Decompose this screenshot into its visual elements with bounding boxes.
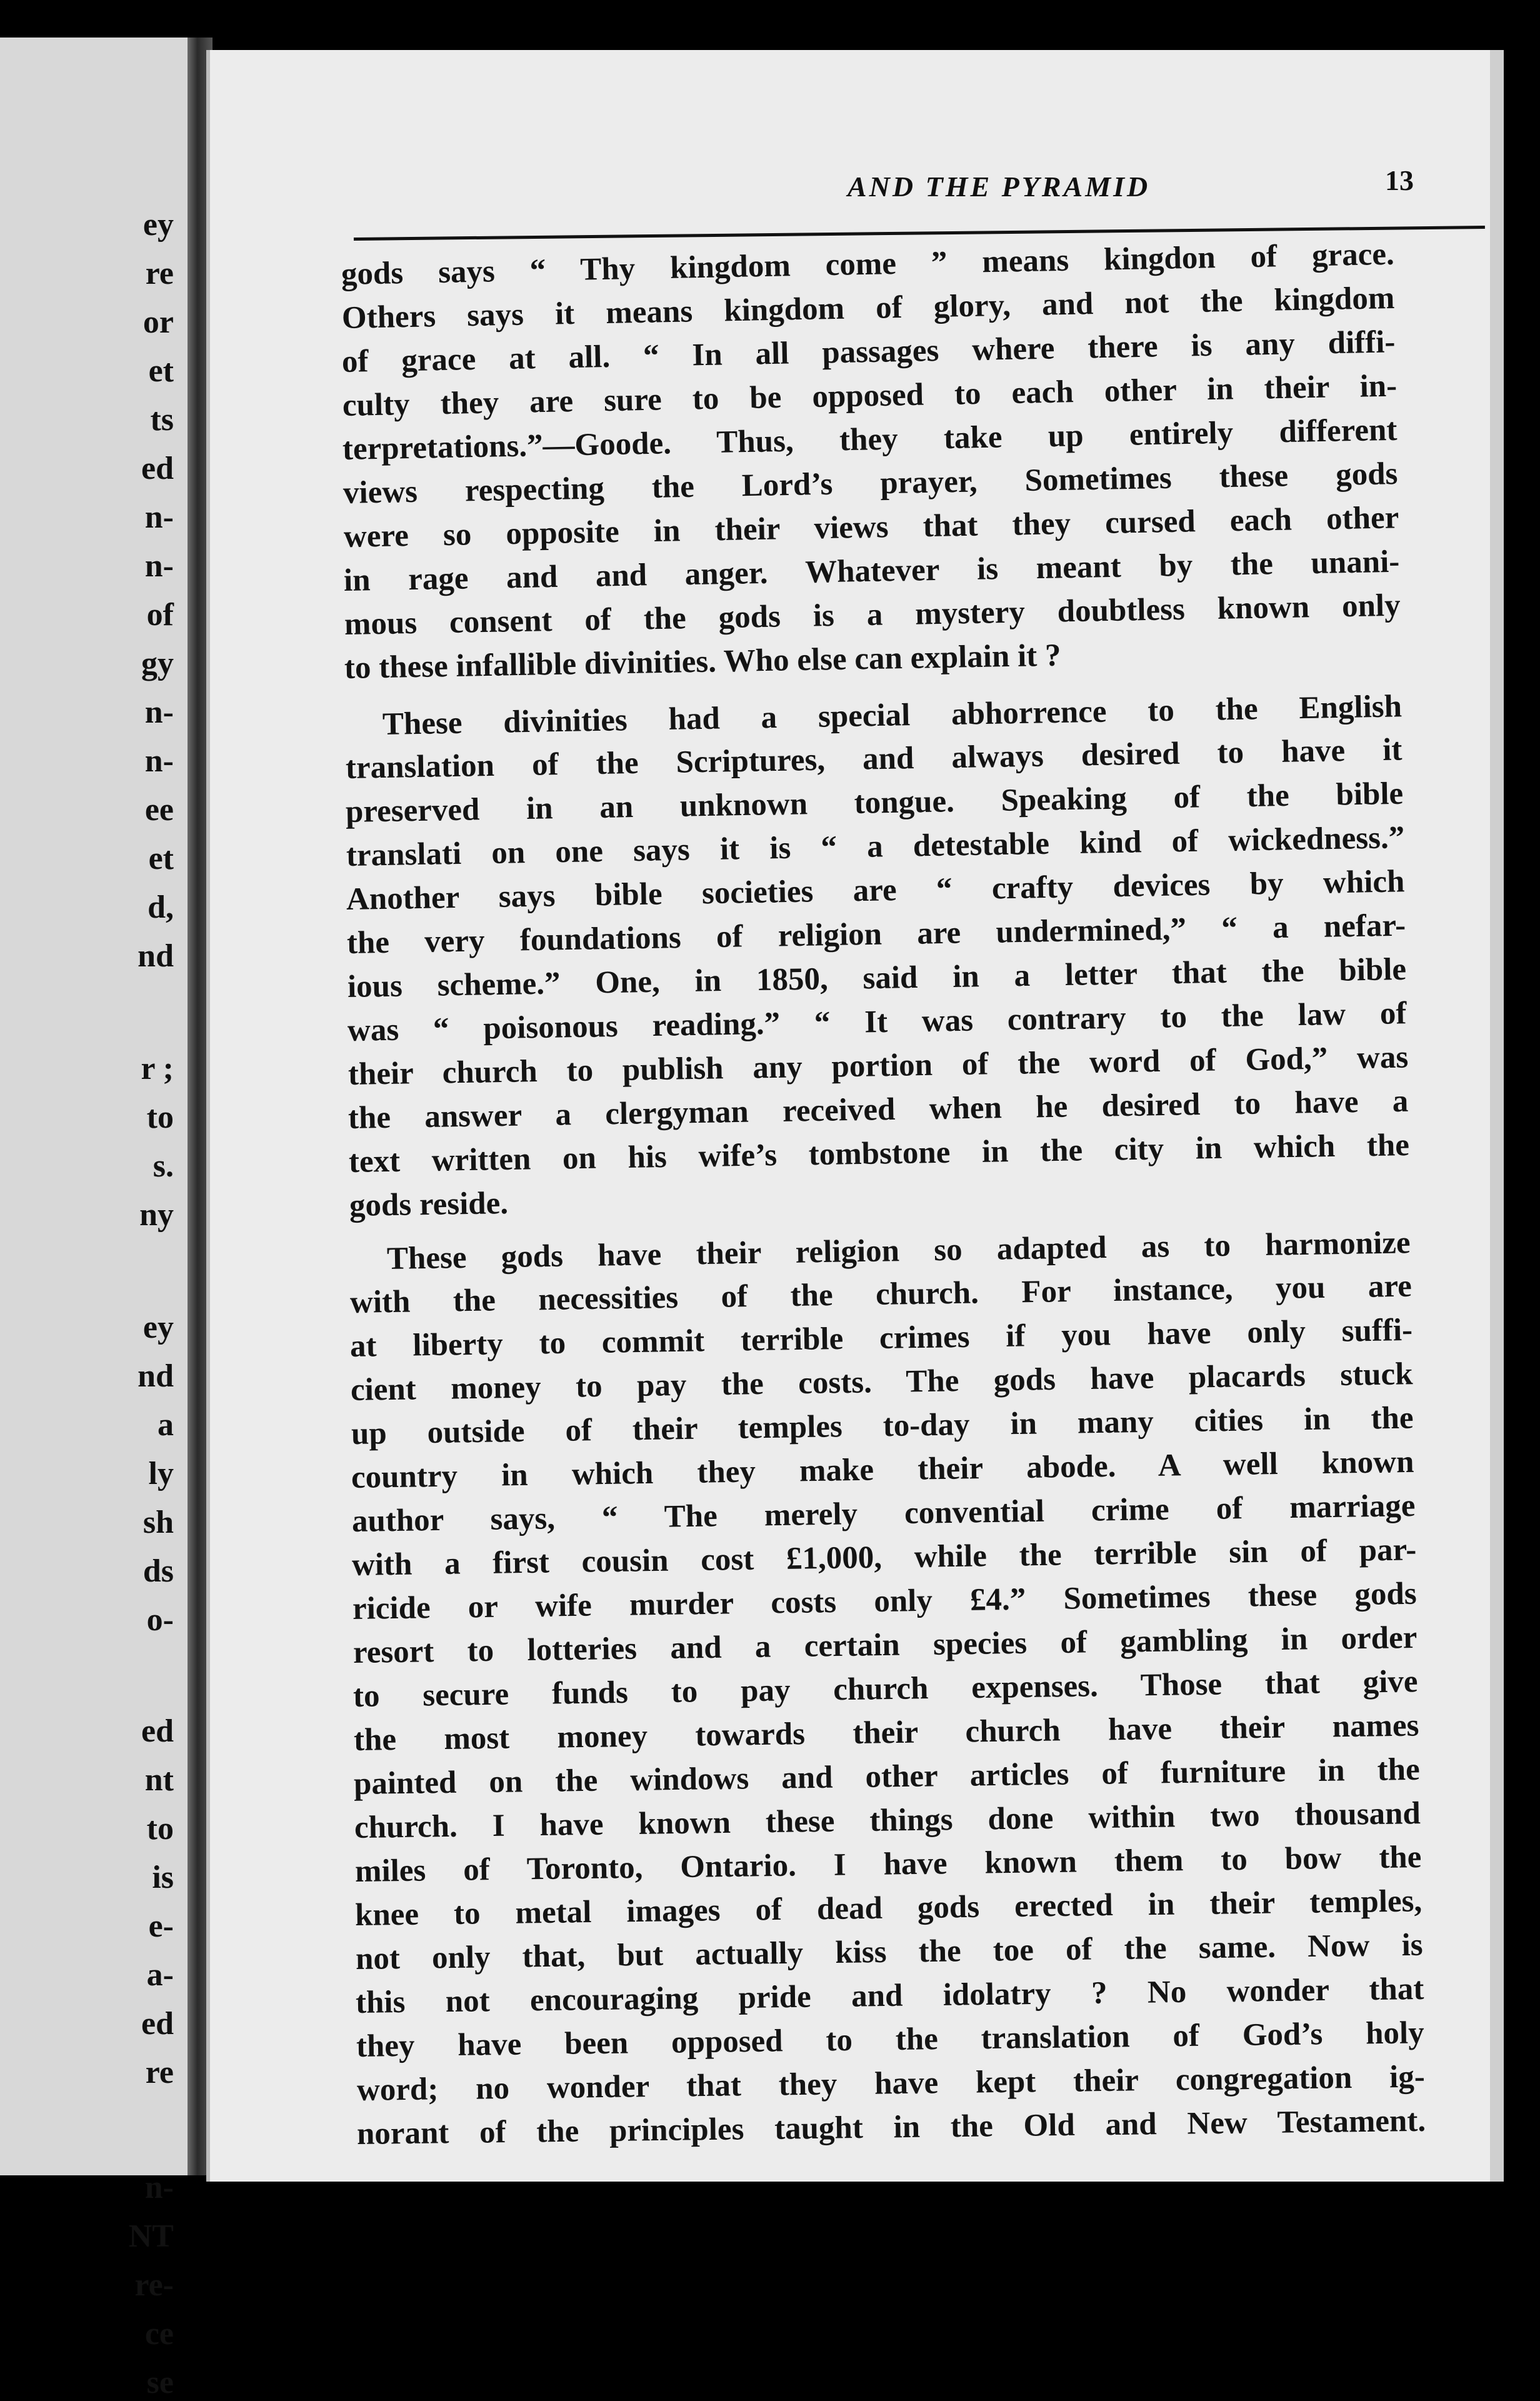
text-line: ricide or wife murder costs only £4.” Sometimes these gods	[352, 1576, 1418, 1627]
text-line: painted on the windows and other articles of furniture in the	[353, 1752, 1421, 1802]
text-line: the most money towards their church have their names	[353, 1708, 1419, 1758]
left-page-text-fragment: ds	[142, 1553, 174, 1589]
text-line: preserved in an unknown tongue. Speaking of the bible	[345, 776, 1404, 830]
left-page-text-fragment: ee	[144, 792, 174, 828]
running-head: AND THE PYRAMID	[848, 171, 1151, 203]
text-line: was “ poisonous reading.” “ It was contrary to the law of	[347, 996, 1407, 1048]
left-page-text-fragment: n-	[144, 499, 174, 535]
text-line: were so opposite in their views that they cursed each other	[343, 500, 1399, 554]
left-page-text-fragment: o-	[146, 1602, 174, 1638]
text-line: gods reside.	[349, 1186, 509, 1223]
left-page-text-fragment: n-	[144, 694, 174, 730]
text-line: mous consent of the gods is a mystery doubtless known only	[344, 588, 1401, 642]
text-line: resort to lotteries and a certain species of gambling in order	[352, 1620, 1418, 1670]
left-page-text-fragment: to	[146, 1100, 174, 1135]
text-line: of grace at all. “ In all passages where there is any diffi-	[341, 324, 1396, 379]
text-line: the answer a clergyman received when he desired to have a	[348, 1083, 1409, 1136]
text-line: norant of the principles taught in the Old and New Testament.	[356, 2103, 1426, 2152]
left-page-text-fragment: ed	[141, 2006, 174, 2042]
text-line: this not encouraging pride and idolatry ? No wonder that	[355, 1971, 1424, 2020]
left-page-text-fragment: n-	[144, 743, 174, 779]
right-page	[206, 50, 1504, 2182]
left-page-text-fragment: ly	[148, 1456, 174, 1491]
text-line: their church to publish any portion of the word of God,” was	[348, 1040, 1409, 1092]
left-page-text-fragment: e-	[148, 1908, 174, 1944]
left-page-text-fragment: n-	[144, 2170, 174, 2205]
left-page-text-fragment: n-	[144, 548, 174, 584]
text-line: they have been opposed to the translation of God’s holy	[356, 2015, 1424, 2064]
text-line: text written on his wife’s tombstone in the city in which the	[348, 1128, 1410, 1180]
text-line: up outside of their temples to-day in many cities in the	[351, 1400, 1414, 1451]
left-page-text-fragment: ey	[142, 1310, 174, 1345]
left-page-text-fragment: ts	[150, 402, 174, 438]
left-page-text-fragment: a-	[146, 1957, 174, 1993]
left-page-text-fragment: is	[152, 1860, 174, 1895]
left-page-text-fragment: sh	[142, 1505, 174, 1540]
left-page-text-fragment: or	[142, 304, 174, 340]
text-line: the very foundations of religion are undermined,” “ a nefar-	[346, 908, 1406, 961]
text-line: terpretations.”—Goode. Thus, they take up entirely different	[342, 412, 1398, 467]
text-line: church. I have known these things done within two thousand	[354, 1796, 1421, 1845]
text-line: These gods have their religion so adapted as to harmonize	[386, 1225, 1411, 1276]
text-line: Another says bible societies are “ crafty devices by which	[346, 864, 1405, 917]
left-page-text-fragment: a	[158, 1407, 174, 1443]
text-line: These divinities had a special abhorrence to the English	[382, 689, 1402, 742]
left-page-text-fragment: gy	[141, 646, 174, 681]
text-line: with a first cousin cost £1,000, while the terrible sin of par-	[351, 1532, 1417, 1583]
text-line: with the necessities of the church. For instance, you are	[349, 1268, 1412, 1320]
text-line: miles of Toronto, Ontario. I have known them to bow the	[354, 1840, 1422, 1889]
left-page-text-fragment: et	[148, 841, 174, 876]
text-line: translati on one says it is “ a detestable kind of wickedness.”	[346, 820, 1405, 873]
left-page-text-fragment: nd	[138, 1358, 174, 1394]
page-number: 13	[1385, 164, 1414, 196]
left-page-text-fragment: ce	[144, 2316, 174, 2352]
text-line: in rage and and anger. Whatever is meant by the unani-	[343, 544, 1400, 598]
text-line: gods says “ Thy kingdom come ” means kingdon of grace.	[341, 236, 1395, 292]
body-text	[210, 50, 1504, 2182]
left-page-text-fragment: d,	[148, 890, 174, 925]
left-page-text-fragment: to	[146, 1811, 174, 1847]
left-page-text-fragment: NT	[128, 2218, 174, 2254]
text-line: country in which they make their abode. A well known	[351, 1444, 1414, 1495]
text-line: cient money to pay the costs. The gods have placards stuck	[350, 1356, 1413, 1408]
left-page-text-fragment: se	[146, 2365, 174, 2400]
left-page-text-fragment: nt	[144, 1762, 174, 1798]
left-page-text-fragment: ed	[141, 451, 174, 486]
text-line: to these infallible divinities. Who else can explain it ?	[344, 638, 1061, 686]
text-line: translation of the Scriptures, and always desired to have it	[345, 732, 1402, 786]
text-line: to secure funds to pay church expenses. Those that give	[352, 1664, 1418, 1714]
left-page-fragment	[0, 38, 196, 2400]
text-line: at liberty to commit terrible crimes if you have only suffi-	[349, 1312, 1413, 1364]
left-page-text-fragment: s.	[152, 1148, 174, 1184]
text-line: ious scheme.” One, in 1850, said in a letter that the bible	[347, 951, 1407, 1005]
left-page-text-fragment: nd	[138, 938, 174, 974]
left-page-text-fragment: of	[146, 597, 174, 633]
text-line: Others says it means kingdom of glory, and not the kingdom	[341, 280, 1395, 336]
left-page-text-fragment: re	[145, 256, 174, 291]
left-page-text-fragment: re	[145, 2055, 174, 2090]
left-page-text-fragment: ed	[141, 1713, 174, 1749]
left-page-text-fragment: r ;	[141, 1051, 174, 1086]
left-page-text-fragment: et	[148, 353, 174, 389]
left-page-text-fragment: re-	[134, 2267, 174, 2303]
text-line: author says, “ The merely convential crime of marriage	[351, 1488, 1416, 1539]
text-line: not only that, but actually kiss the toe of the same. Now is	[355, 1927, 1423, 1977]
text-line: culty they are sure to be opposed to each other in their in-	[342, 368, 1398, 423]
text-line: views respecting the Lord’s prayer, Sometimes these gods	[342, 456, 1398, 511]
text-line: knee to metal images of dead gods erected in their temples,	[354, 1883, 1422, 1933]
left-page-text-fragment: ny	[139, 1197, 174, 1233]
left-page-text-fragment: ey	[142, 207, 174, 243]
text-line: word; no wonder that they have kept their congregation ig-	[356, 2059, 1426, 2108]
